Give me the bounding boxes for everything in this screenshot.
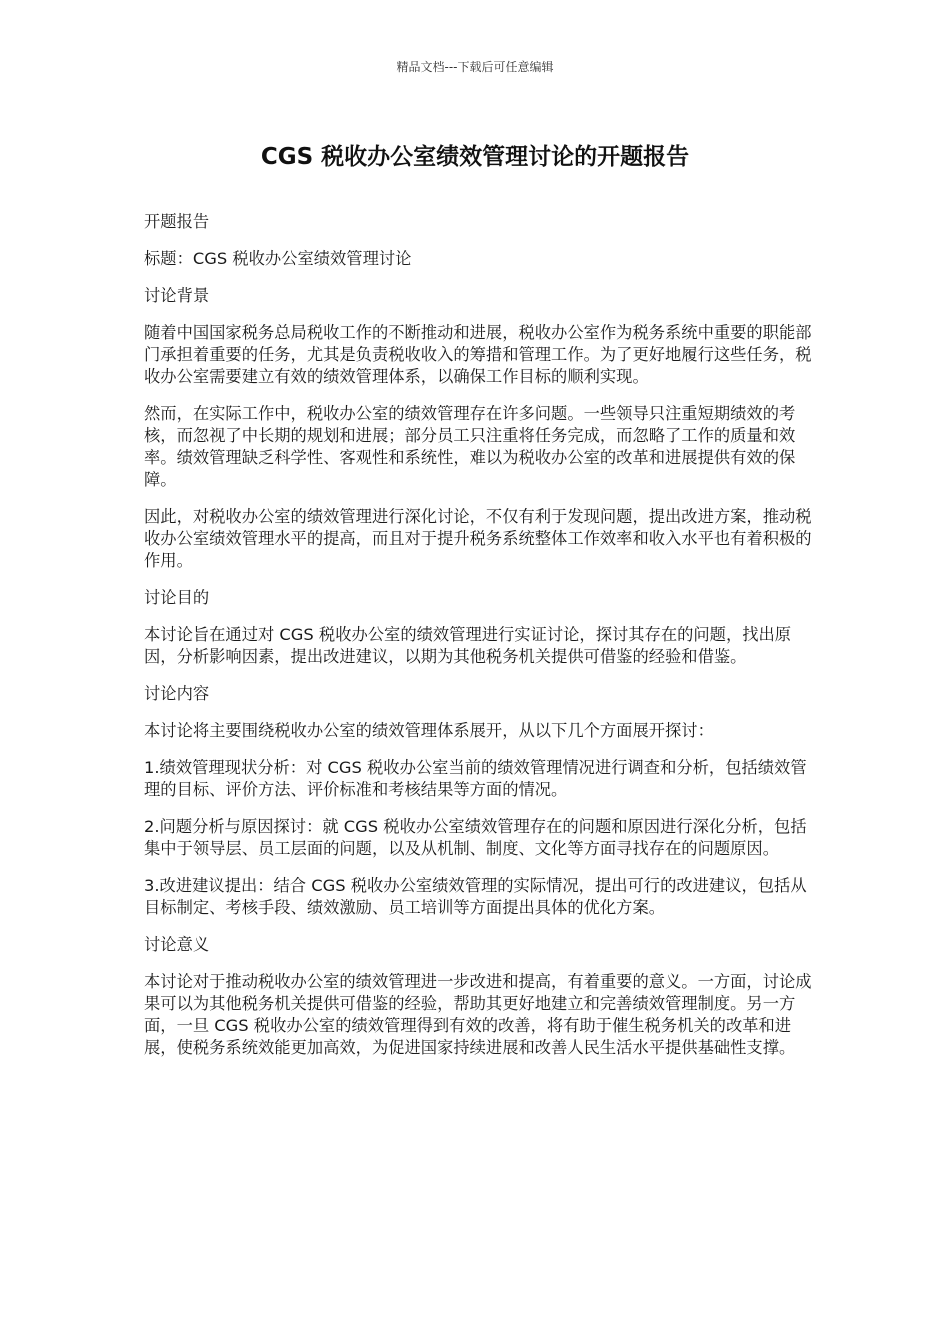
section-heading-significance: 讨论意义 [144,935,210,954]
paragraph-background-1: 随着中国国家税务总局税收工作的不断推动和进展，税收办公室作为税务系统中重要的职能部门承担着重要的任务，尤其是负责税收收入的筹措和管理工作。为了更好地履行这些任务，税收办公室需要建立有效的绩效管理体系，以确保工作目标的顺利实现。 [144,323,812,386]
paragraph-background-2: 然而，在实际工作中，税收办公室的绩效管理存在许多问题。一些领导只注重短期绩效的考核，而忽视了中长期的规划和进展；部分员工只注重将任务完成，而忽略了工作的质量和效率。绩效管理缺乏科学性、客观性和系统性，难以为税收办公室的改革和进展提供有效的保障。 [144,404,796,489]
section-heading-content: 讨论内容 [144,684,210,703]
report-label: 开题报告 [144,212,210,231]
subject-line: 标题：CGS 税收办公室绩效管理讨论 [144,249,412,268]
section-heading-background: 讨论背景 [144,286,210,305]
header-note: 精品文档---下载后可任意编辑 [396,60,554,74]
section-heading-purpose: 讨论目的 [144,588,210,607]
paragraph-content-intro: 本讨论将主要围绕税收办公室的绩效管理体系展开，从以下几个方面展开探讨： [144,721,714,740]
paragraph-background-3: 因此，对税收办公室的绩效管理进行深化讨论，不仅有利于发现问题，提出改进方案，推动税收办公室绩效管理水平的提高，而且对于提升税务系统整体工作效率和收入水平也有着积极的作用。 [144,507,812,570]
list-item-1: 1.绩效管理现状分析：对 CGS 税收办公室当前的绩效管理情况进行调查和分析，包括绩效管理的目标、评价方法、评价标准和考核结果等方面的情况。 [144,758,807,799]
paragraph-purpose: 本讨论旨在通过对 CGS 税收办公室的绩效管理进行实证讨论，探讨其存在的问题，找出原因，分析影响因素，提出改进建议，以期为其他税务机关提供可借鉴的经验和借鉴。 [144,625,792,666]
document-title: CGS 税收办公室绩效管理讨论的开题报告 [260,144,690,170]
document-body [144,211,814,1074]
list-item-2: 2.问题分析与原因探讨：就 CGS 税收办公室绩效管理存在的问题和原因进行深化分析，包括集中于领导层、员工层面的问题，以及从机制、制度、文化等方面寻找存在的问题原因。 [144,817,807,858]
list-item-3: 3.改进建议提出：结合 CGS 税收办公室绩效管理的实际情况，提出可行的改进建议，包括从目标制定、考核手段、绩效激励、员工培训等方面提出具体的优化方案。 [144,876,807,917]
paragraph-significance: 本讨论对于推动税收办公室的绩效管理进一步改进和提高，有着重要的意义。一方面，讨论成果可以为其他税务机关提供可借鉴的经验，帮助其更好地建立和完善绩效管理制度。另一方面，一旦 CGS 税收办公室的绩效管理得到有效的改善，将有助于催生税务机关的改革和进展，使税务系统效能更加高效，为促进国家持续进展和改善人民生活水平提供基础性支撑。 [144,972,812,1057]
